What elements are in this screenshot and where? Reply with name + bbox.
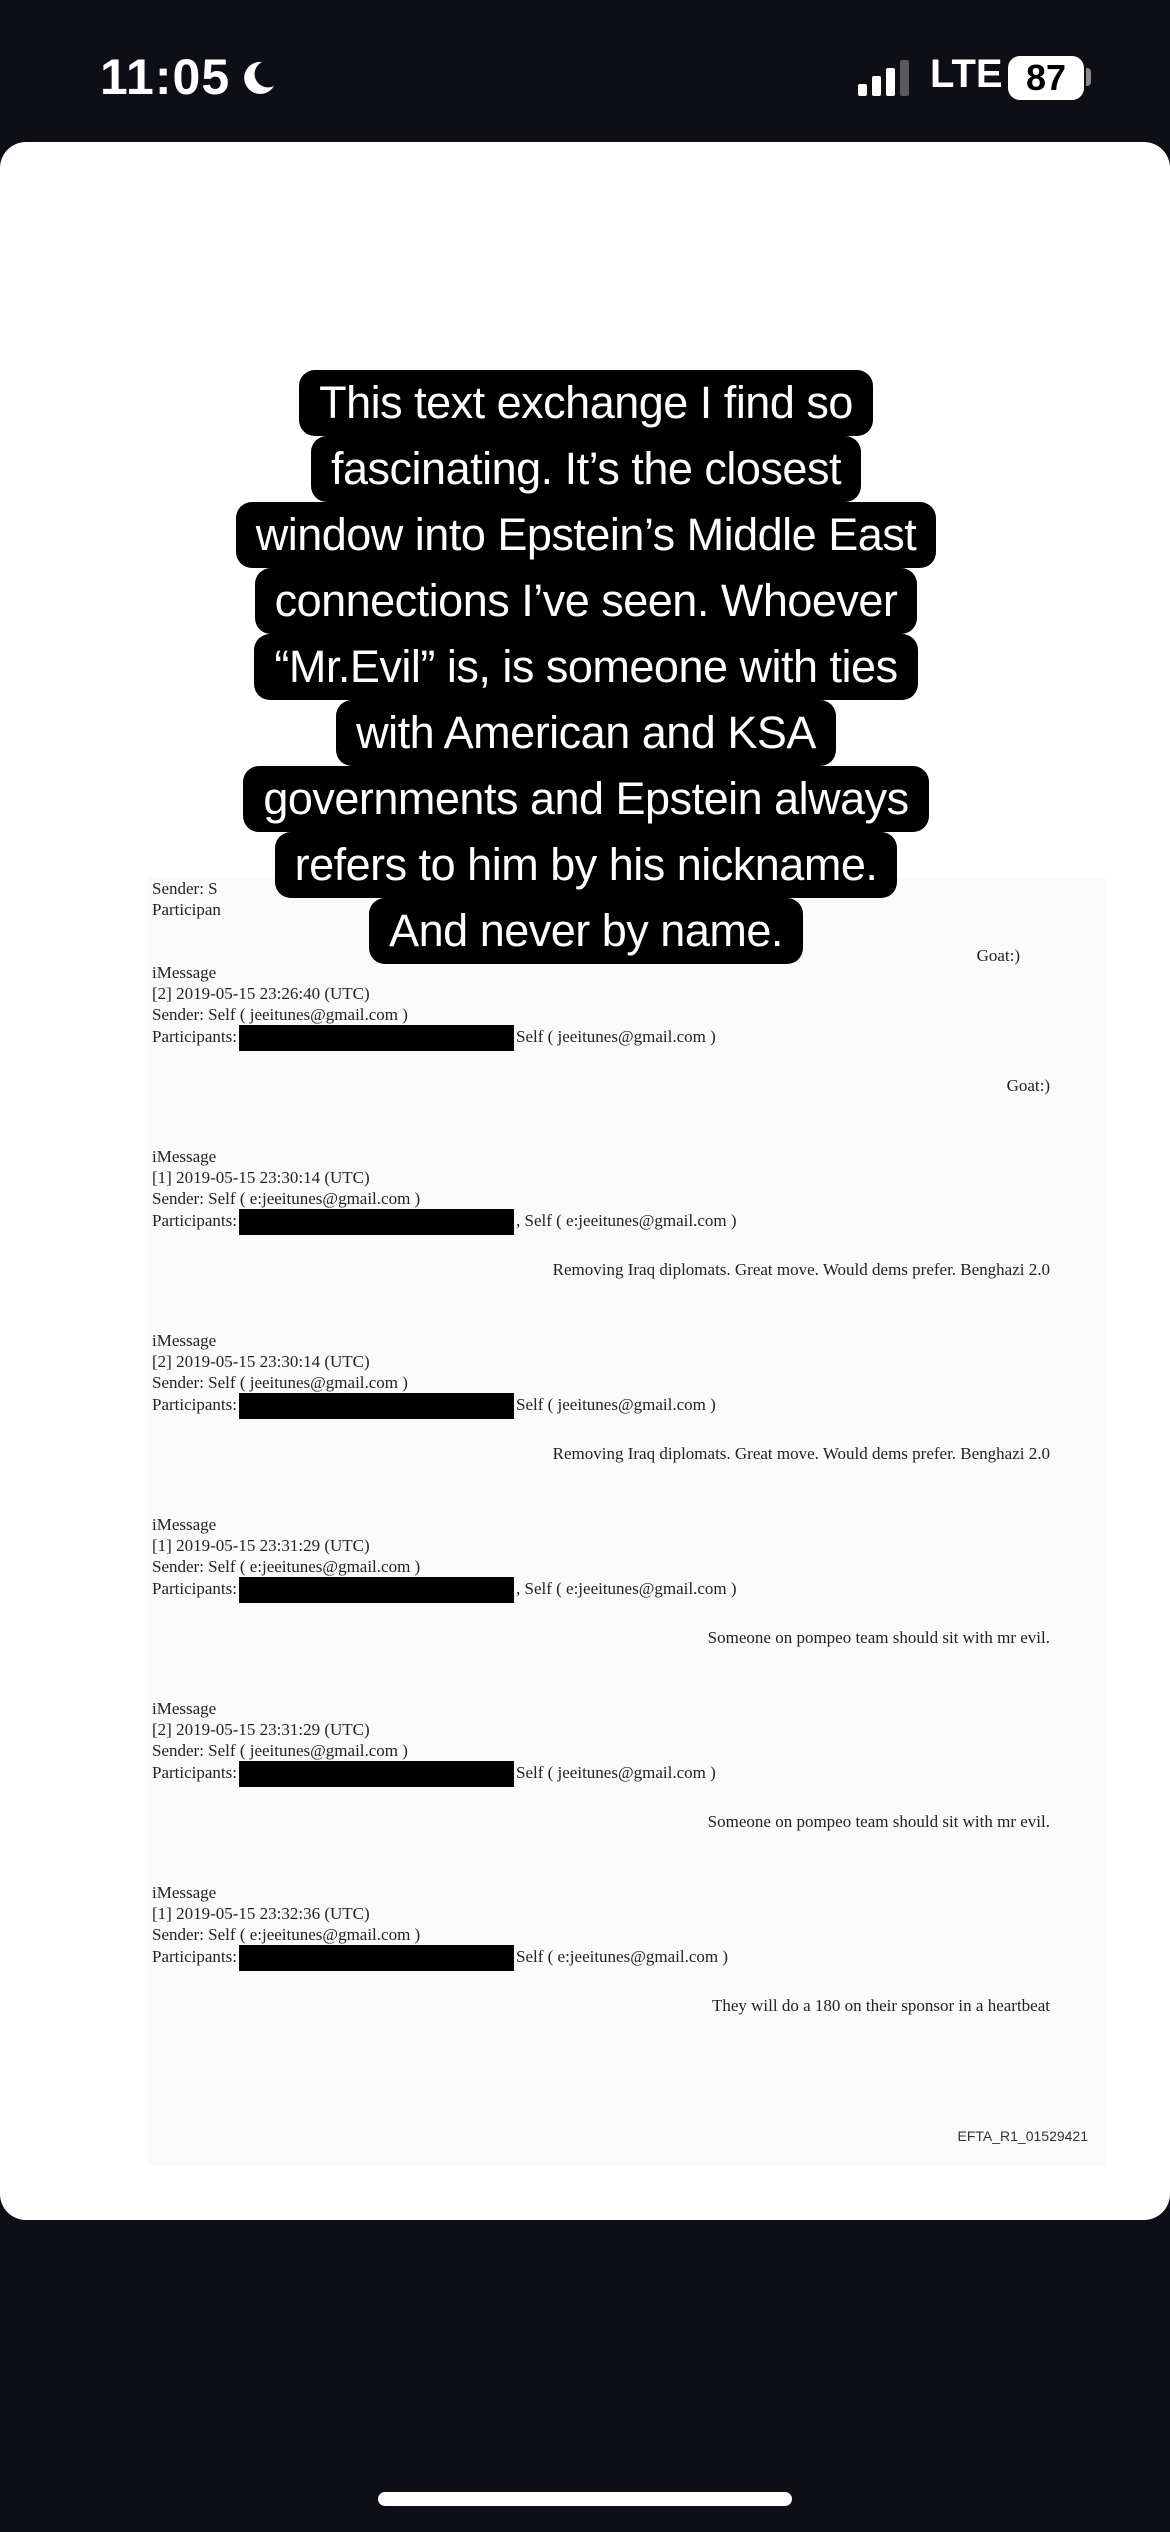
cellular-signal-icon xyxy=(856,58,916,98)
message-block xyxy=(152,1882,1102,1971)
caption-line: window into Epstein’s Middle East xyxy=(236,502,937,568)
message-text: Goat:) xyxy=(1006,1076,1050,1095)
participants-label: Participants: xyxy=(152,1026,237,1046)
partial-sender: Sender: S xyxy=(152,879,218,898)
message-header: [2] 2019-05-15 23:26:40 (UTC) xyxy=(152,984,370,1003)
message-header: [1] 2019-05-15 23:31:29 (UTC) xyxy=(152,1536,370,1555)
partial-message xyxy=(152,878,221,920)
message-header: [1] 2019-05-15 23:30:14 (UTC) xyxy=(152,1168,370,1187)
redaction-bar xyxy=(239,1761,514,1787)
caption-line: This text exchange I find so xyxy=(299,370,873,436)
message-type: iMessage xyxy=(152,1883,217,1902)
status-time: 11:05 xyxy=(100,49,231,105)
network-type: LTE xyxy=(930,52,1003,96)
participants-rest: Self ( jeeitunes@gmail.com ) xyxy=(515,1026,716,1046)
partial-participants: Participan xyxy=(152,900,221,919)
message-type: iMessage xyxy=(152,1515,217,1534)
caption-line: refers to him by his nickname. xyxy=(275,832,898,898)
caption-line: connections I’ve seen. Whoever xyxy=(255,568,918,634)
participants-rest: , Self ( e:jeeitunes@gmail.com ) xyxy=(515,1578,737,1598)
story-card[interactable] xyxy=(0,142,1170,2220)
redaction-bar xyxy=(239,1025,514,1051)
caption-line: And never by name. xyxy=(369,898,803,964)
message-type: iMessage xyxy=(152,963,217,982)
message-sender: Sender: Self ( e:jeeitunes@gmail.com ) xyxy=(152,1557,421,1576)
document-screenshot xyxy=(148,878,1106,2166)
redaction-bar xyxy=(239,1577,514,1603)
message-block xyxy=(152,1330,1102,1419)
battery-tip xyxy=(1086,68,1091,86)
story-caption[interactable] xyxy=(226,370,946,964)
message-sender: Sender: Self ( jeeitunes@gmail.com ) xyxy=(152,1741,408,1760)
caption-line: fascinating. It’s the closest xyxy=(311,436,861,502)
participants-rest: Self ( jeeitunes@gmail.com ) xyxy=(515,1762,716,1782)
redaction-bar xyxy=(239,1209,514,1235)
message-type: iMessage xyxy=(152,1331,217,1350)
message-header: [2] 2019-05-15 23:31:29 (UTC) xyxy=(152,1720,370,1739)
partial-message-text: Goat:) xyxy=(976,946,1020,965)
message-sender: Sender: Self ( e:jeeitunes@gmail.com ) xyxy=(152,1925,421,1944)
caption-line: governments and Epstein always xyxy=(243,766,928,832)
message-text: Removing Iraq diplomats. Great move. Would dems prefer. Benghazi 2.0 xyxy=(552,1444,1050,1463)
participants-label: Participants: xyxy=(152,1210,237,1230)
participants-rest: , Self ( e:jeeitunes@gmail.com ) xyxy=(515,1210,737,1230)
redaction-bar xyxy=(239,1393,514,1419)
message-block xyxy=(152,1146,1102,1235)
caption-line: “Mr.Evil” is, is someone with ties xyxy=(254,634,917,700)
moon-icon xyxy=(238,58,278,98)
message-text: They will do a 180 on their sponsor in a heartbeat xyxy=(711,1996,1050,2015)
participants-label: Participants: xyxy=(152,1394,237,1414)
message-text: Someone on pompeo team should sit with mr evil. xyxy=(707,1628,1050,1647)
participants-label: Participants: xyxy=(152,1762,237,1782)
caption-line: with American and KSA xyxy=(336,700,836,766)
message-header: [1] 2019-05-15 23:32:36 (UTC) xyxy=(152,1904,370,1923)
message-sender: Sender: Self ( jeeitunes@gmail.com ) xyxy=(152,1005,408,1024)
message-block xyxy=(152,962,1102,1051)
battery-icon: 87 xyxy=(1008,56,1084,100)
participants-rest: Self ( jeeitunes@gmail.com ) xyxy=(515,1394,716,1414)
message-sender: Sender: Self ( jeeitunes@gmail.com ) xyxy=(152,1373,408,1392)
home-indicator[interactable] xyxy=(378,2492,792,2506)
message-sender: Sender: Self ( e:jeeitunes@gmail.com ) xyxy=(152,1189,421,1208)
message-type: iMessage xyxy=(152,1699,217,1718)
participants-rest: Self ( e:jeeitunes@gmail.com ) xyxy=(515,1946,729,1966)
message-block xyxy=(152,1514,1102,1603)
message-text: Someone on pompeo team should sit with mr evil. xyxy=(707,1812,1050,1831)
participants-label: Participants: xyxy=(152,1946,237,1966)
message-header: [2] 2019-05-15 23:30:14 (UTC) xyxy=(152,1352,370,1371)
participants-label: Participants: xyxy=(152,1578,237,1598)
message-text: Removing Iraq diplomats. Great move. Would dems prefer. Benghazi 2.0 xyxy=(552,1260,1050,1279)
redaction-bar xyxy=(239,1945,514,1971)
document-id: EFTA_R1_01529421 xyxy=(957,2128,1088,2144)
message-type: iMessage xyxy=(152,1147,217,1166)
message-block xyxy=(152,1698,1102,1787)
